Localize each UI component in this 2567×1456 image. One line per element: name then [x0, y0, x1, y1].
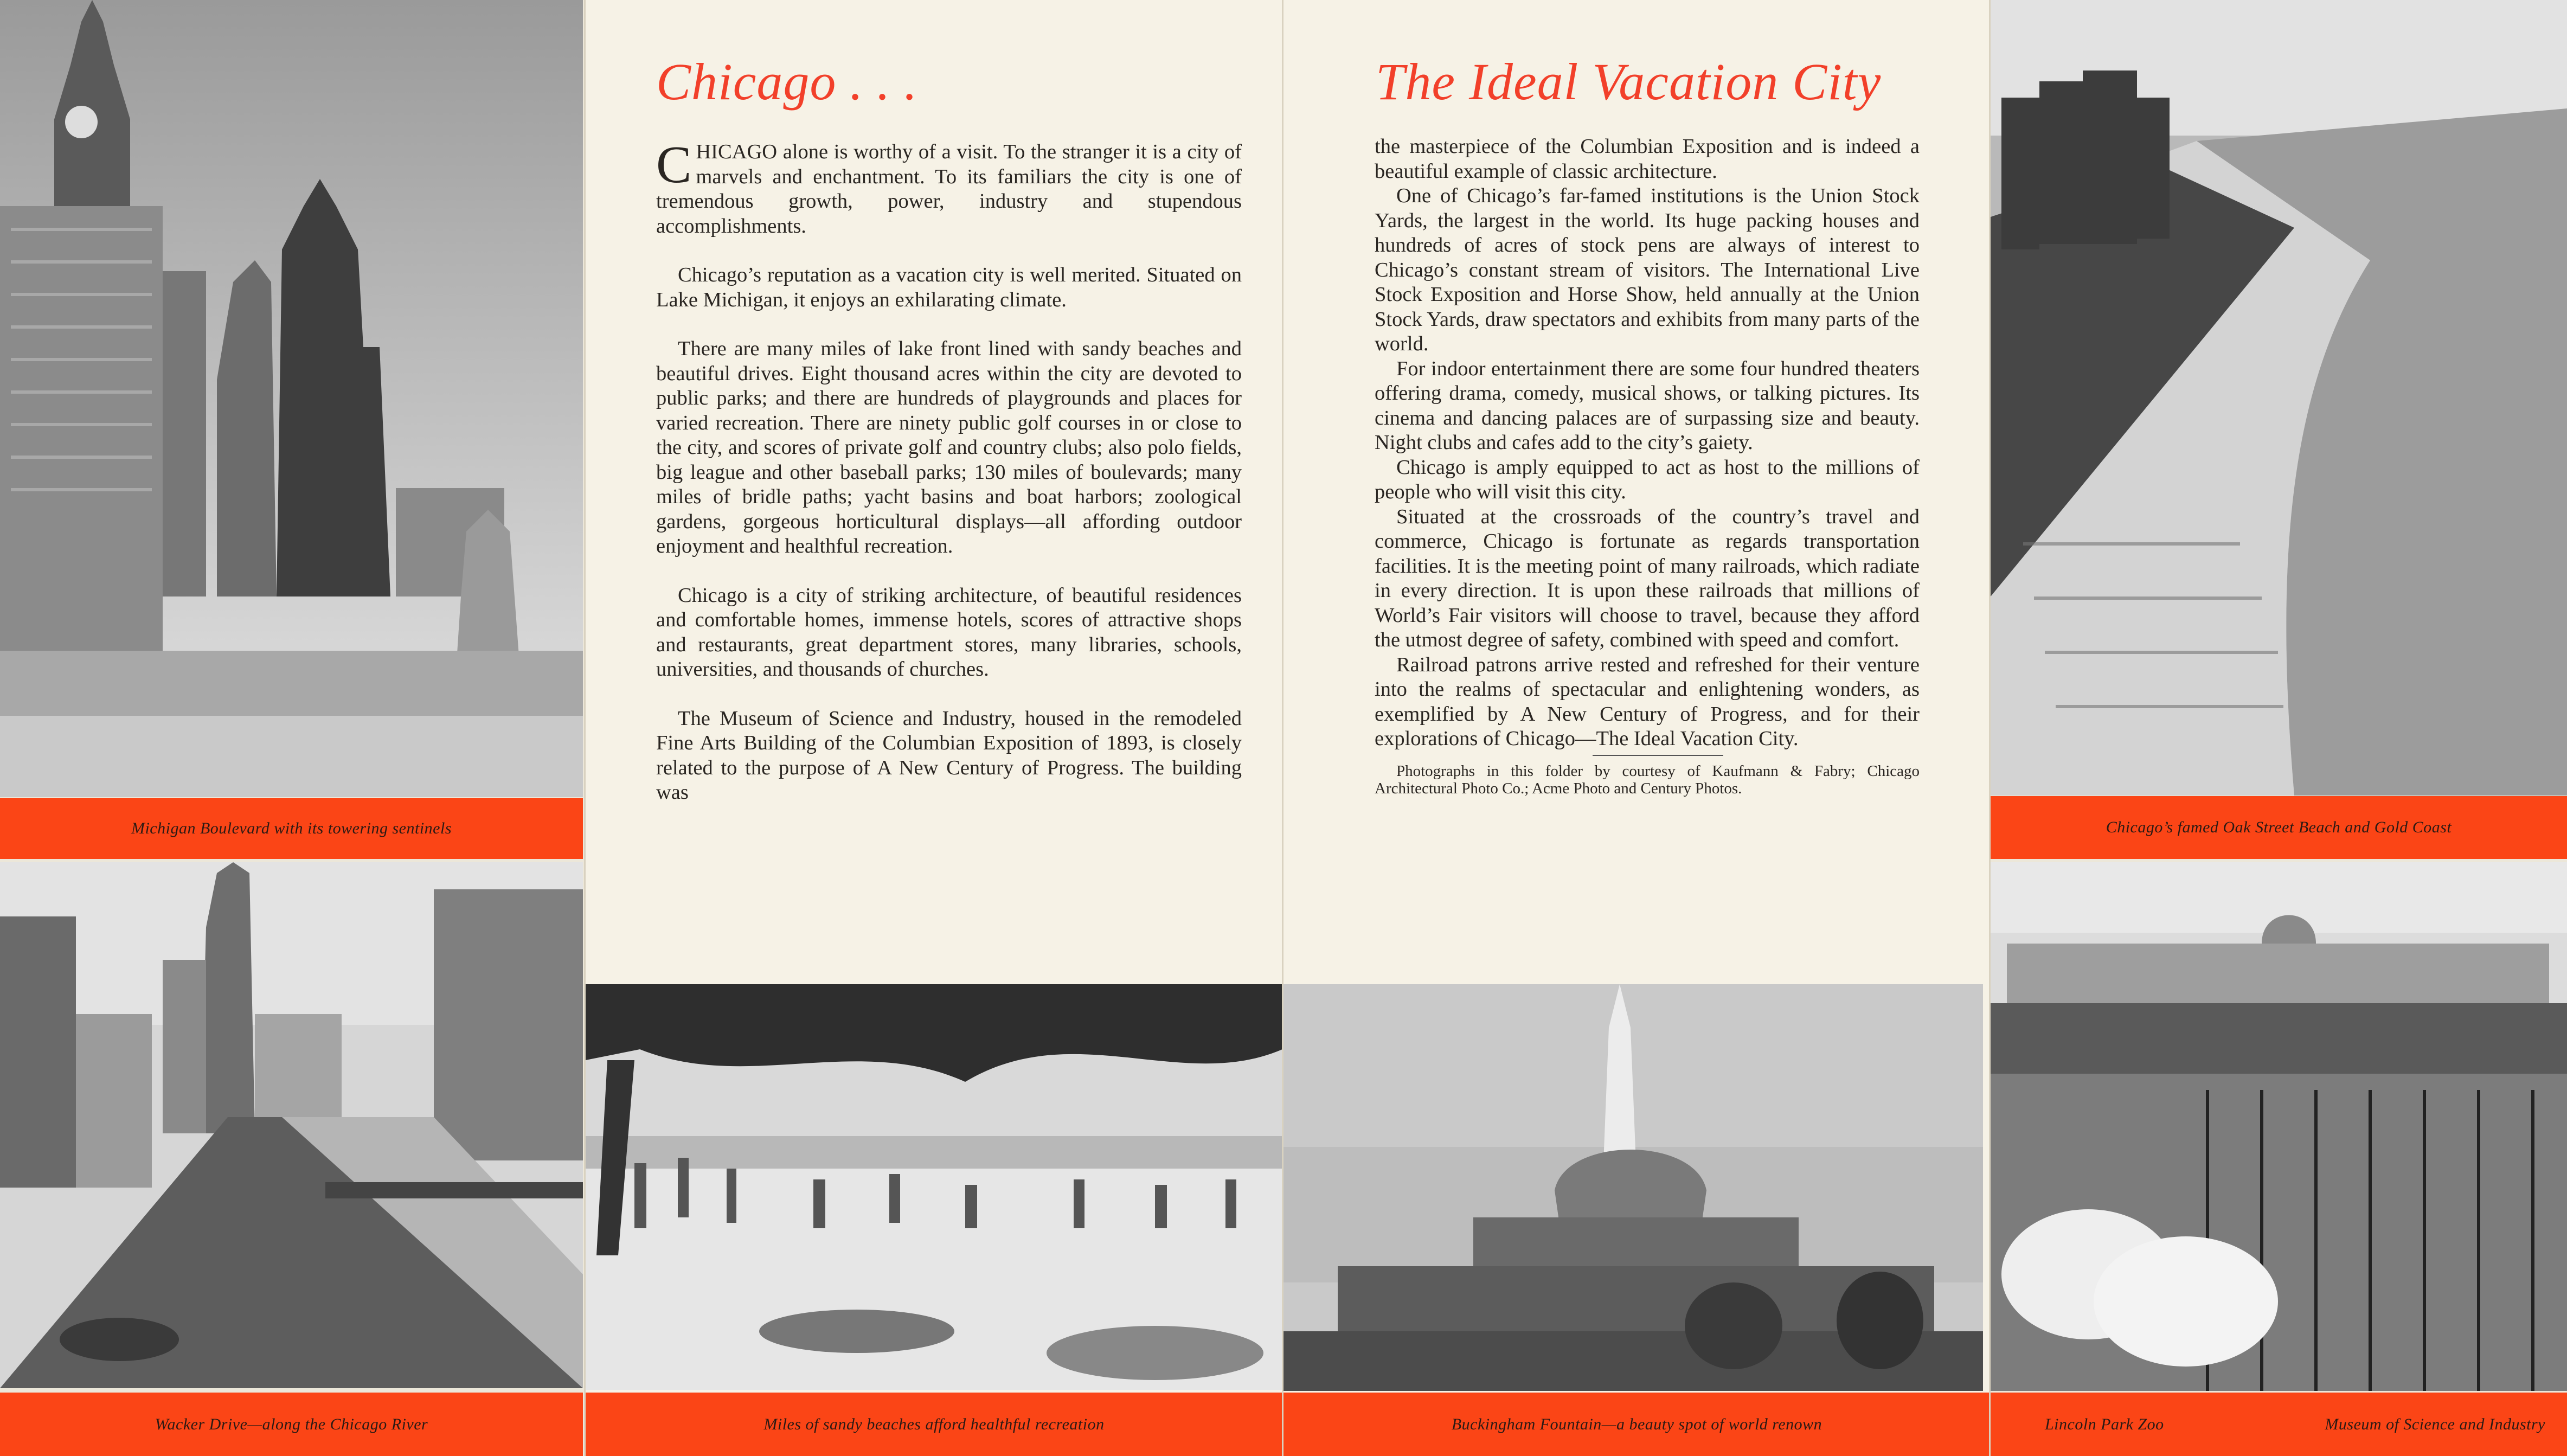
caption-lincoln-park-zoo: Lincoln Park Zoo [2045, 1415, 2164, 1433]
photo-michigan-boulevard [0, 0, 583, 797]
paragraph: Chicago is a city of striking architecture, of beautiful residences and comfortable homes, immense hotels, scores of attractive shops and restaurants, great department stores, many libraries, schools, universities, and thousands of churches. [656, 583, 1242, 681]
panel-right-text [1284, 0, 1990, 1456]
photo-oak-street-beach [1991, 0, 2567, 796]
paragraph: There are many miles of lake front lined with sandy beaches and beautiful drives. Eight thousand acres within the city are devoted to public parks; and there are hundreds of playgrounds and places for varied recreation. There are ninety public golf courses in or close to the city, and scores of private golf and country clubs; also polo fields, big league and other baseball parks; 130 miles of boulevards; many miles of bridle paths; yacht basins and boat harbors; zoological gardens, gorgeous horticultural displays—all affording outdoor enjoyment and healthful recreation. [656, 337, 1242, 557]
panel-left-photos [0, 0, 586, 1456]
caption-oak-street-beach [1991, 796, 2567, 859]
credits-text: Photographs in this folder by courtesy of Kaufmann & Fabry; Chicago Architectural Photo Co.; Acme Photo and Century Photos. [1375, 762, 1920, 797]
caption-michigan-boulevard [0, 798, 583, 859]
paragraph: Chicago is amply equipped to act as host to the millions of people who will visit this city. [1375, 456, 1920, 503]
panel-left-text [586, 0, 1282, 1456]
heading-chicago: Chicago . . . [656, 53, 918, 111]
paragraph: The Museum of Science and Industry, housed in the remodeled Fine Arts Building of the Columbian Exposition of 1893, is closely related to the purpose of A New Century of Progress. The building was [656, 707, 1242, 804]
paragraph: Railroad patrons arrive rested and refreshed for their venture into the realms of spectacular and enlightening wonders, as exemplified by A New Century of Progress, and for their explorations of Chicago—The Ideal Vacation City. [1375, 653, 1920, 750]
photo-sandy-beaches [586, 984, 1282, 1390]
paragraph: One of Chicago’s far-famed institutions is the Union Stock Yards, the largest in the world. Its huge packing houses and hundreds of acres of stock pens are always of interest to Chicago’s constant stream of visitors. The International Live Stock Exposition and Horse Show, held annually at the Union Stock Yards, draw spectators and exhibits from many parts of the world. [1375, 184, 1920, 355]
caption-buckingham-fountain [1284, 1393, 1990, 1456]
photo-credits [1375, 755, 1920, 797]
caption-text: Miles of sandy beaches afford healthful recreation [763, 1415, 1105, 1433]
caption-museum-science-industry: Museum of Science and Industry [2325, 1415, 2545, 1433]
panel-right-photos [1991, 0, 2567, 1456]
caption-text: Buckingham Fountain—a beauty spot of world renown [1451, 1415, 1822, 1433]
caption-wacker-drive [0, 1393, 583, 1456]
paragraph: Chicago’s reputation as a vacation city is well merited. Situated on Lake Michigan, it enjoys an exhilarating climate. [656, 264, 1242, 311]
paragraph: For indoor entertainment there are some four hundred theaters offering drama, comedy, musical shows, or talking pictures. Its cinema and dancing palaces are of surpassing size and beauty. Night clubs and cafes add to the city’s gaiety. [1375, 357, 1920, 454]
drop-cap: C [656, 136, 692, 194]
caption-text: Chicago’s famed Oak Street Beach and Gold Coast [2106, 818, 2452, 836]
left-body-text [656, 136, 1242, 805]
caption-text: Wacker Drive—along the Chicago River [155, 1415, 428, 1433]
paragraph: Situated at the crossroads of the country’s travel and commerce, Chicago is fortunate as regards transportation facilities. It is the meeting point of many railroads, which radiate in every direction. It is upon these railroads that millions of World’s Fair visitors will choose to travel, because they afford the utmost degree of safety, combined with speed and comfort. [1375, 505, 1920, 651]
caption-sandy-beaches [586, 1393, 1282, 1456]
paragraph [656, 136, 1242, 239]
paragraph: the masterpiece of the Columbian Exposition and is indeed a beautiful example of classic architecture. [1375, 135, 1920, 183]
photo-museum-and-zoo [1991, 862, 2567, 1391]
right-body-text [1375, 134, 1920, 797]
photo-wacker-drive [0, 862, 583, 1388]
paragraph-text: HICAGO alone is worthy of a visit. To the stranger it is a city of marvels and enchantment. To its familiars the city is one of tremendous growth, power, industry and stupendous accomplishments. [656, 140, 1242, 238]
heading-ideal-vacation-city: The Ideal Vacation City [1376, 53, 1882, 111]
photo-buckingham-fountain [1284, 984, 1983, 1391]
caption-text: Michigan Boulevard with its towering sentinels [131, 819, 452, 837]
caption-bar-zoo-museum [1991, 1393, 2567, 1456]
